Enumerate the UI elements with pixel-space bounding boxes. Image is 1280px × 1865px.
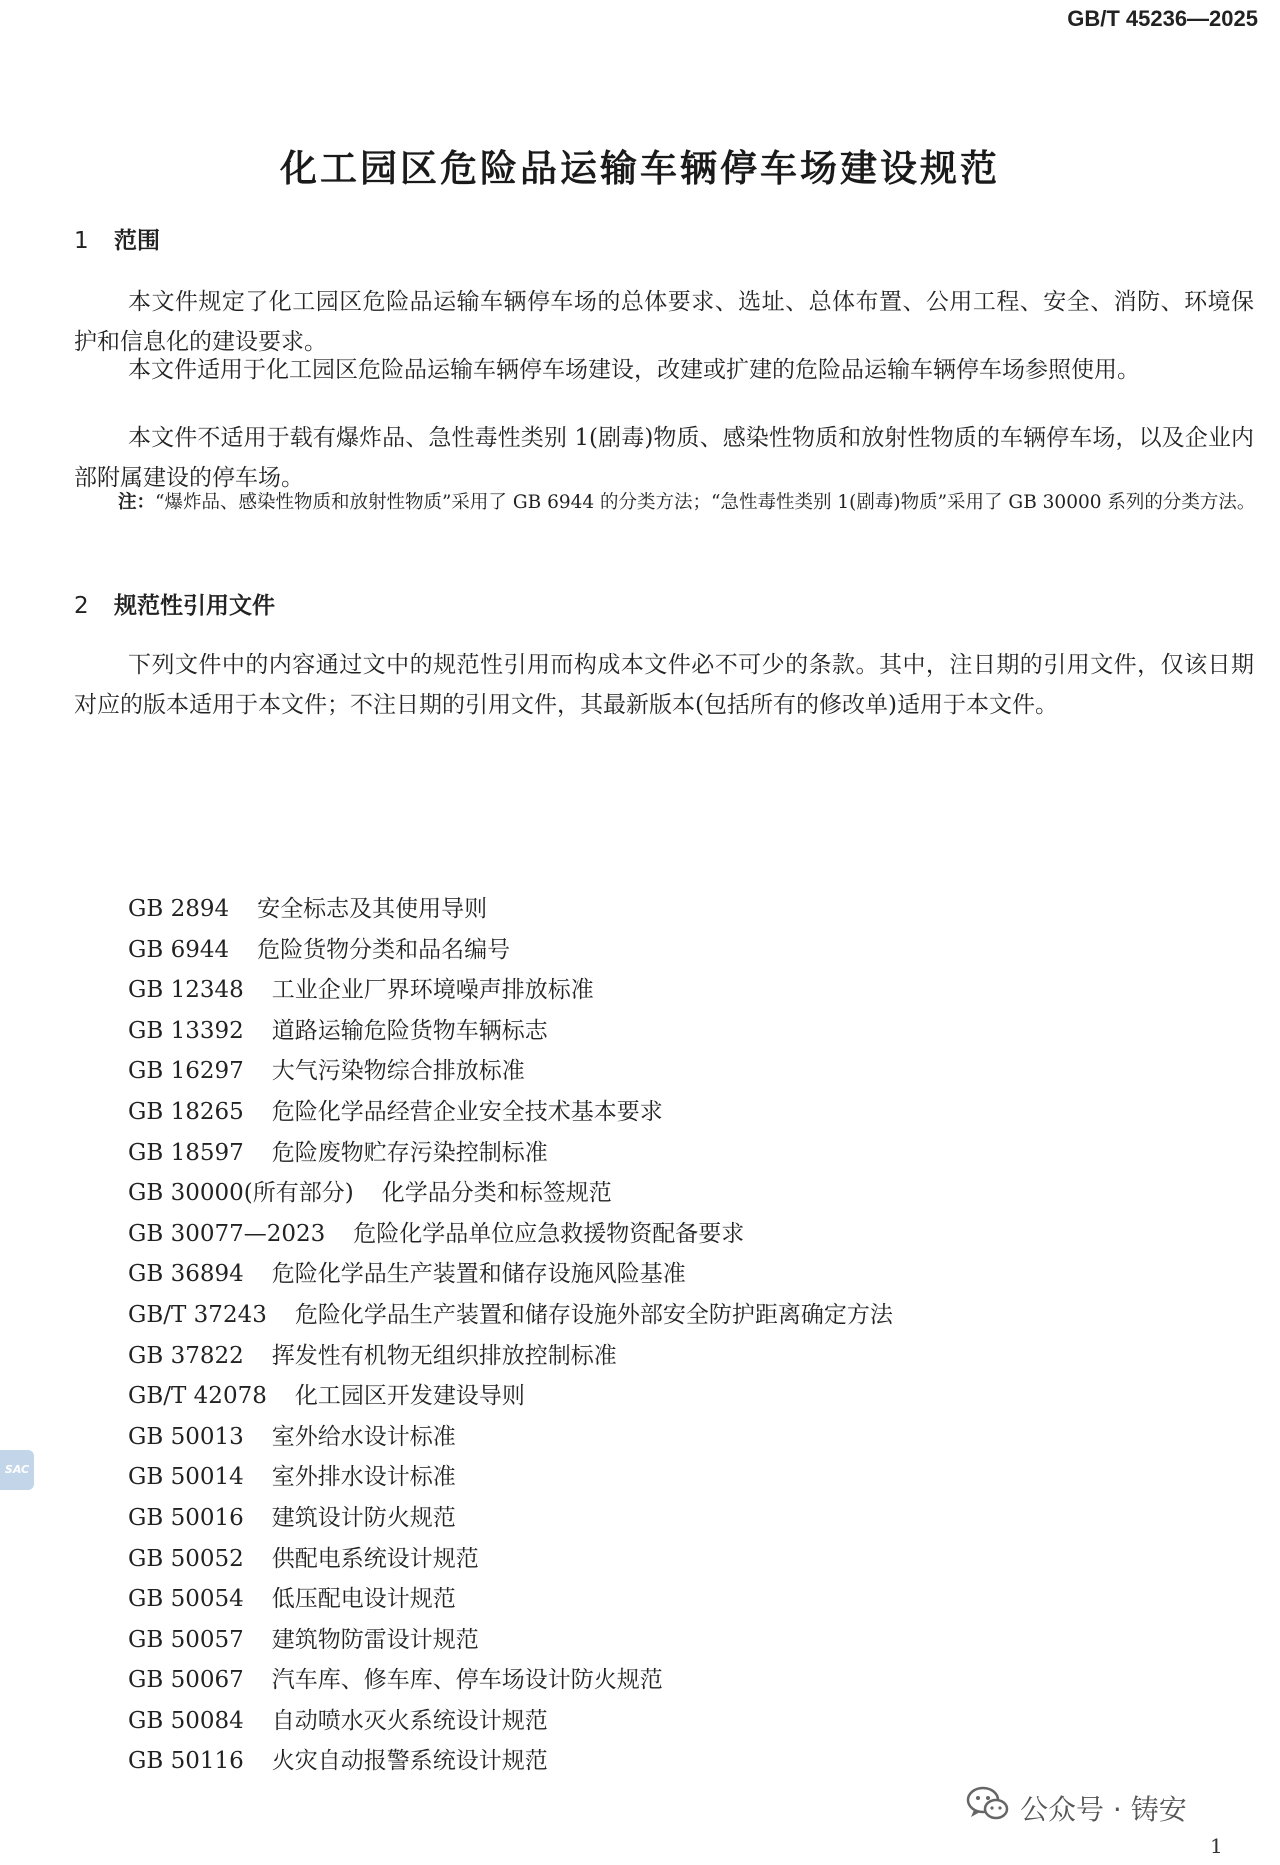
reference-code: GB 18265 [128, 1098, 244, 1125]
reference-item [128, 1336, 893, 1377]
reference-code: GB 50054 [128, 1586, 244, 1613]
reference-code: GB 50016 [128, 1504, 244, 1531]
reference-item [128, 970, 893, 1011]
reference-title: 危险化学品生产装置和储存设施风险基准 [271, 1261, 686, 1288]
reference-title: 低压配电设计规范 [271, 1586, 456, 1613]
reference-title: 挥发性有机物无组织排放控制标准 [271, 1342, 617, 1369]
wechat-icon [966, 1786, 1010, 1829]
reference-item [128, 1051, 893, 1092]
note-label: 注： [118, 492, 156, 513]
reference-item [128, 1092, 893, 1133]
reference-title: 室外给水设计标准 [271, 1423, 456, 1450]
reference-item [128, 889, 893, 930]
reference-title: 火灾自动报警系统设计规范 [271, 1748, 548, 1775]
reference-code: GB 30000(所有部分) [128, 1180, 354, 1207]
reference-item [128, 1457, 893, 1498]
reference-title: 道路运输危险货物车辆标志 [271, 1017, 548, 1044]
reference-title: 化工园区开发建设导则 [294, 1383, 525, 1410]
standard-number: GB/T 45236—2025 [1067, 6, 1258, 31]
reference-item [128, 1254, 893, 1295]
reference-item [128, 1701, 893, 1742]
reference-item [128, 1417, 893, 1458]
reference-code: GB 37822 [128, 1342, 244, 1369]
reference-item [128, 1741, 893, 1782]
reference-title: 危险废物贮存污染控制标准 [271, 1139, 548, 1166]
reference-code: GB 12348 [128, 977, 244, 1004]
reference-title: 安全标志及其使用导则 [257, 896, 488, 922]
section-number: 1 [74, 228, 89, 254]
reference-item [128, 930, 893, 971]
page-number: 1 [1210, 1834, 1223, 1858]
section-1-heading [74, 222, 160, 255]
section-title: 规范性引用文件 [114, 593, 275, 619]
watermark-text: 公众号 · 铸安 [1020, 1792, 1187, 1826]
reference-item [128, 1295, 893, 1336]
reference-title: 大气污染物综合排放标准 [271, 1058, 525, 1085]
note-text: “爆炸品、感染性物质和放射性物质”采用了 GB 6944 的分类方法；“急性毒性类别 1(剧毒)物质”采用了 GB 30000 系列的分类方法。 [155, 492, 1256, 513]
reference-item [128, 1133, 893, 1174]
reference-item [128, 1173, 893, 1214]
reference-title: 化学品分类和标签规范 [381, 1180, 612, 1207]
reference-code: GB 50116 [128, 1748, 244, 1775]
reference-code: GB 50014 [128, 1464, 244, 1491]
reference-title: 危险化学品单位应急救援物资配备要求 [353, 1220, 745, 1247]
reference-title: 室外排水设计标准 [271, 1464, 456, 1491]
reference-title: 供配电系统设计规范 [271, 1545, 479, 1572]
reference-code: GB 36894 [128, 1261, 244, 1288]
section-title: 范围 [114, 228, 160, 254]
paragraph: 下列文件中的内容通过文中的规范性引用而构成本文件必不可少的条款。其中，注日期的引用文件，仅该日期对应的版本适用于本文件；不注日期的引用文件，其最新版本(包括所有的修改单)适用于本文件。 [74, 652, 1254, 718]
reference-code: GB 50067 [128, 1667, 244, 1694]
paragraph: 本文件不适用于载有爆炸品、急性毒性类别 1(剧毒)物质、感染性物质和放射性物质的车辆停车场，以及企业内部附属建设的停车场。 [74, 425, 1254, 491]
reference-item [128, 1498, 893, 1539]
reference-item [128, 1620, 893, 1661]
reference-title: 危险化学品生产装置和储存设施外部安全防护距离确定方法 [294, 1301, 893, 1328]
reference-code: GB 50013 [128, 1423, 244, 1450]
reference-title: 建筑物防雷设计规范 [271, 1626, 479, 1653]
reference-code: GB 13392 [128, 1017, 244, 1044]
reference-code: GB/T 37243 [128, 1301, 267, 1328]
reference-item [128, 1376, 893, 1417]
reference-code: GB 50057 [128, 1626, 244, 1653]
reference-item [128, 1539, 893, 1580]
reference-item [128, 1660, 893, 1701]
reference-code: GB 2894 [128, 896, 230, 922]
section-2-heading [74, 587, 275, 620]
reference-title: 汽车库、修车库、停车场设计防火规范 [271, 1667, 663, 1694]
reference-code: GB 18597 [128, 1139, 244, 1166]
reference-code: GB/T 42078 [128, 1383, 267, 1410]
paragraph: 本文件规定了化工园区危险品运输车辆停车场的总体要求、选址、总体布置、公用工程、安全、消防、环境保护和信息化的建设要求。 [74, 289, 1254, 355]
reference-code: GB 16297 [128, 1058, 244, 1085]
reference-item [128, 1011, 893, 1052]
paragraph: 本文件适用于化工园区危险品运输车辆停车场建设，改建或扩建的危险品运输车辆停车场参照使用。 [128, 357, 1140, 383]
sac-logo: SAC [0, 1450, 34, 1490]
reference-list [128, 889, 893, 1782]
section-number: 2 [74, 593, 89, 619]
wechat-watermark [966, 1786, 1187, 1829]
reference-code: GB 30077—2023 [128, 1220, 326, 1247]
reference-title: 自动喷水灭火系统设计规范 [271, 1707, 548, 1734]
reference-title: 建筑设计防火规范 [271, 1504, 456, 1531]
reference-item [128, 1579, 893, 1620]
reference-code: GB 50052 [128, 1545, 244, 1572]
note [118, 485, 1280, 521]
reference-title: 危险化学品经营企业安全技术基本要求 [271, 1098, 663, 1125]
reference-code: GB 6944 [128, 936, 230, 963]
document-title: 化工园区危险品运输车辆停车场建设规范 [280, 147, 1000, 190]
reference-title: 工业企业厂界环境噪声排放标准 [271, 977, 594, 1004]
reference-code: GB 50084 [128, 1707, 244, 1734]
reference-item [128, 1214, 893, 1255]
reference-title: 危险货物分类和品名编号 [257, 936, 511, 963]
